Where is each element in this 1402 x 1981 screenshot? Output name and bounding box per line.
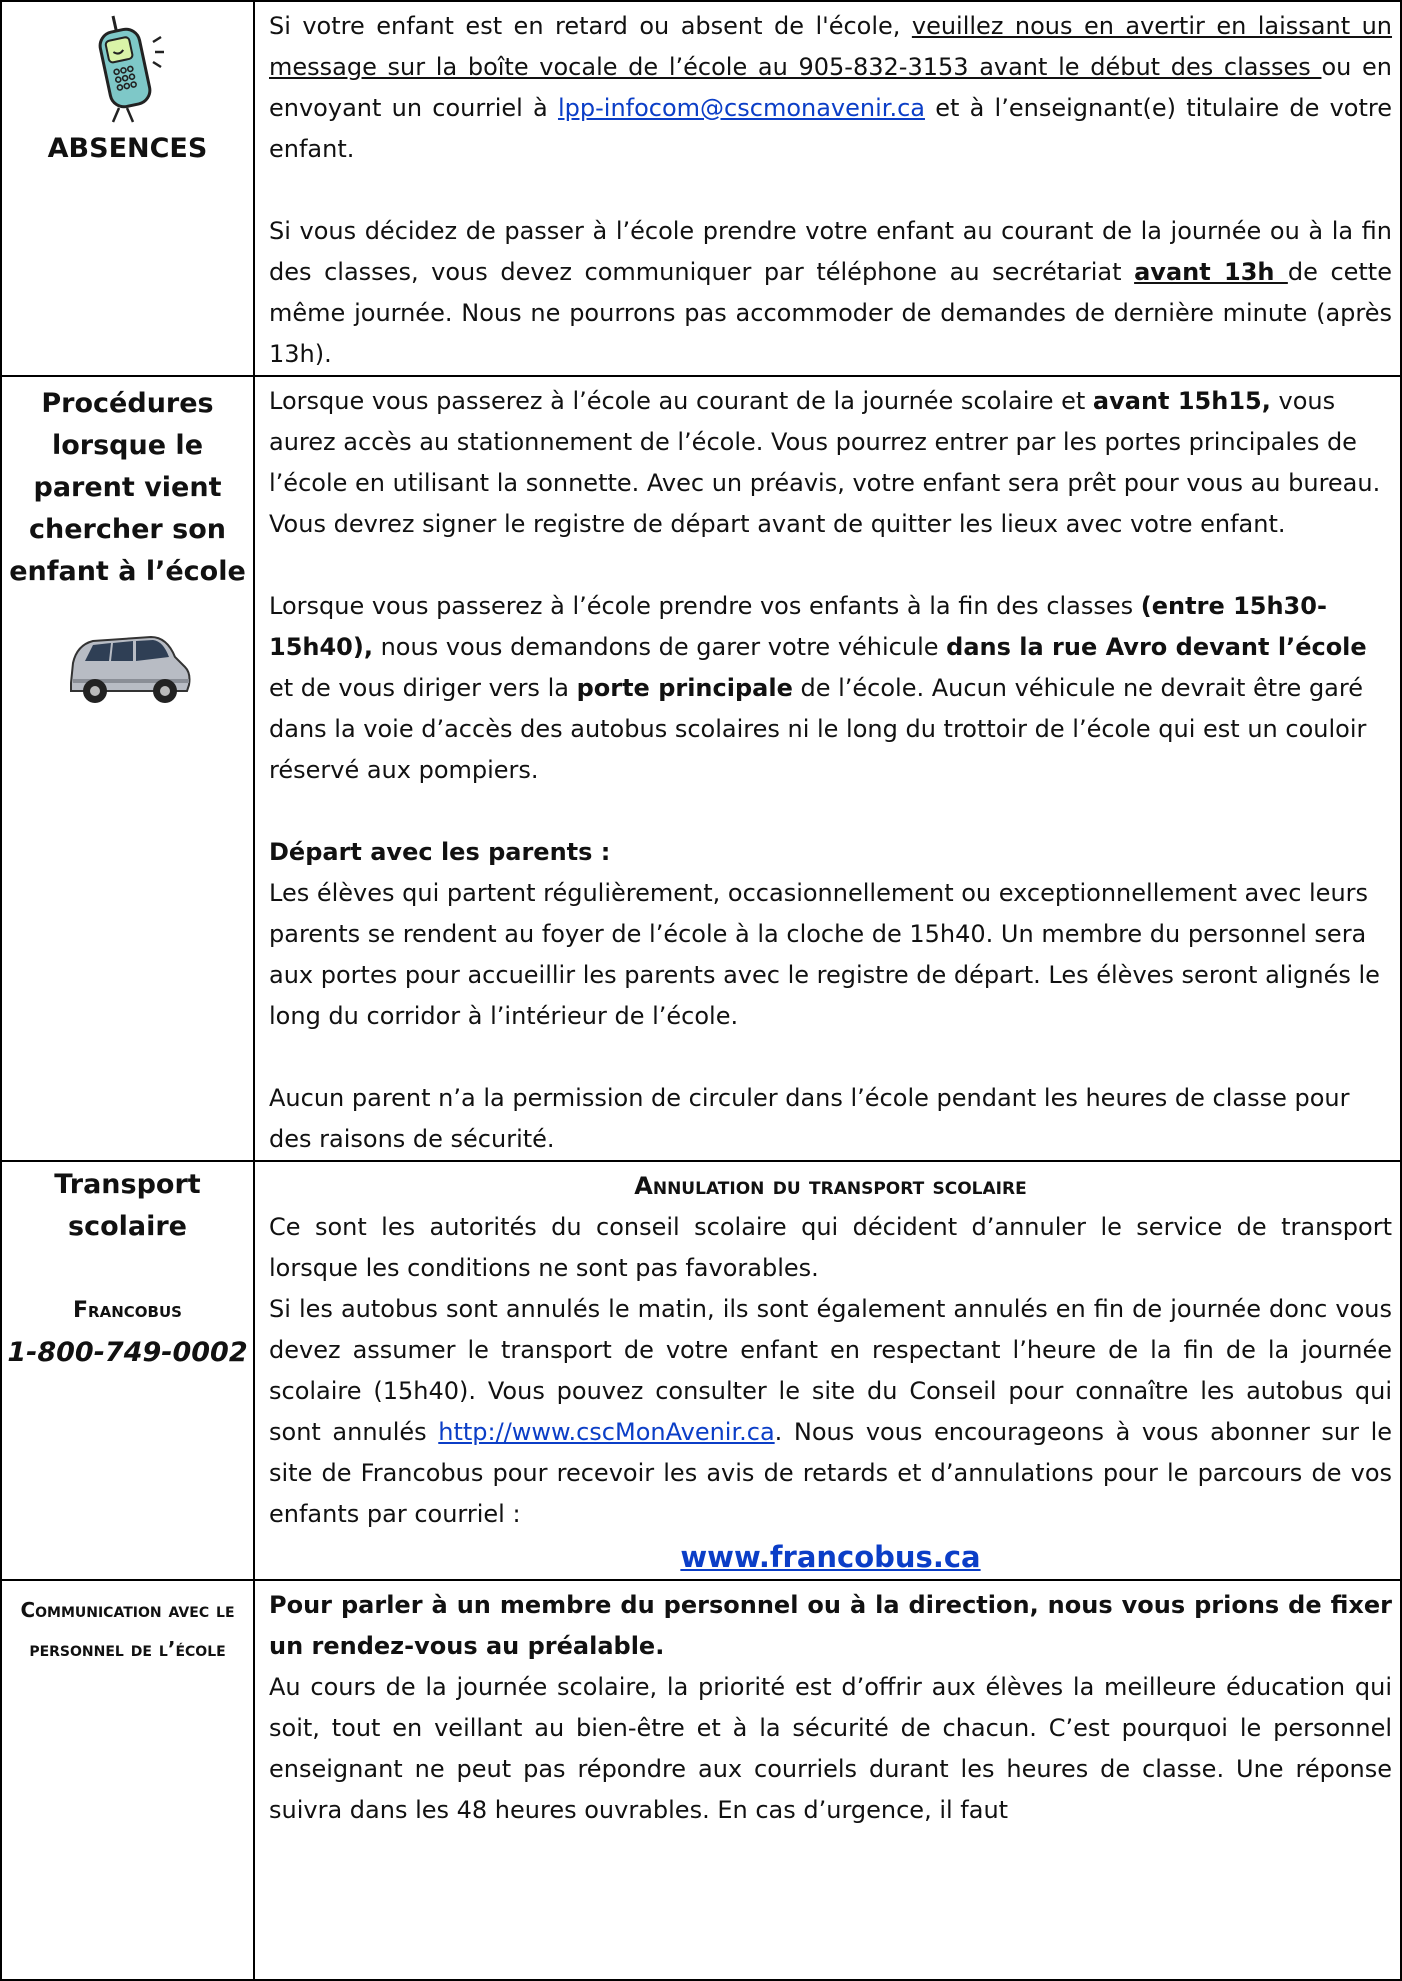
label-communication: Communication avec le personnel de l’école (20, 1598, 235, 1661)
absences-text: Si votre enfant est en retard ou absent de l'école, (269, 12, 912, 40)
spacer (6, 1248, 249, 1290)
communication-paragraph-1 (269, 1585, 1392, 1667)
absences-paragraph-2 (269, 211, 1392, 375)
minivan-icon (63, 623, 193, 713)
content-absences (254, 1, 1401, 376)
transport-text: Si les autobus sont annulés le matin, ils sont également annulés en fin de journée donc vous devez assumer le transport de votre enfant en respectant l’heure de la fin de la journée scolaire (15h40). Vous pouvez consulter le site du Conseil pour connaître les autobus qui sont annulés (269, 1295, 1392, 1446)
communication-paragraph-2: Au cours de la journée scolaire, la priorité est d’offrir aux élèves la meilleure éducation qui soit, tout en veillant au bien-être et à la sécurité de chacun. C’est pourquoi le personnel enseignant ne peut pas répondre aux courriels durant les heures de classe. Une réponse suivra dans les 48 heures ouvrables. En cas d’urgence, il faut (269, 1673, 1392, 1824)
spacer (269, 170, 1392, 211)
email-link[interactable]: lpp-infocom@cscmonavenir.ca (557, 94, 925, 122)
procedures-paragraph-4: Aucun parent n’a la permission de circuler dans l’école pendant les heures de classe pour des raisons de sécurité. (269, 1084, 1350, 1153)
label-company: Francobus (73, 1298, 182, 1323)
procedures-paragraph-1 (269, 381, 1392, 545)
procedures-text: vous aurez accès au stationnement de l’école. Vous pourrez entrer par les portes principales de l’école en utilisant la sonnette. Avec un préavis, votre enfant sera prêt pour vous au bureau. Vous devrez signer le registre de départ avant de quitter les lieux avec votre enfant. (269, 387, 1381, 538)
spacer (269, 545, 1392, 586)
transport-paragraph-2 (269, 1289, 1392, 1535)
procedures-bold-text: (entre 15h30-15h40), (269, 592, 1327, 661)
transport-paragraph-1: Ce sont les autorités du conseil scolaire qui décident d’annuler le service de transport lorsque les conditions ne sont pas favorables. (269, 1213, 1392, 1282)
absences-text: ou en envoyant un courriel à (269, 53, 1392, 122)
procedures-paragraph-2 (269, 586, 1392, 791)
francobus-link[interactable]: www.francobus.ca (680, 1540, 981, 1574)
cellphone-icon (83, 8, 173, 128)
content-procedures (254, 376, 1401, 1161)
depart-heading: Départ avec les parents : (269, 838, 611, 866)
row-procedures (1, 376, 1401, 1161)
label-phone: 1-800-749-0002 (7, 1337, 248, 1368)
transport-heading (269, 1166, 1392, 1207)
communication-bold-text: Pour parler à un membre du personnel ou à la direction, nous vous prions de fixer un rendez-vous au préalable. (269, 1591, 1392, 1660)
label-cell-transport (1, 1161, 254, 1580)
procedures-depart-heading (269, 832, 1392, 873)
procedures-bold-text: dans la rue Avro devant l’école (946, 633, 1367, 661)
conseil-link[interactable]: http://www.cscMonAvenir.ca (438, 1418, 775, 1446)
label-absences: ABSENCES (47, 133, 208, 164)
spacer (269, 791, 1392, 832)
procedures-text: de l’école. Aucun véhicule ne devrait être garé dans la voie d’accès des autobus scolaires ni le long du trottoir de l’école qui est un couloir réservé aux pompiers. (269, 674, 1367, 784)
absences-deadline: avant 13h (1134, 258, 1288, 286)
label-procedures: Procédures lorsque le parent vient chercher son enfant à l’école (9, 388, 246, 587)
procedures-text: et de vous diriger vers la (269, 674, 577, 702)
procedures-text: nous vous demandons de garer votre véhicule (372, 633, 947, 661)
label-cell-absences (1, 1, 254, 376)
procedures-text: Lorsque vous passerez à l’école prendre vos enfants à la fin des classes (269, 592, 1141, 620)
procedures-bold-text: porte principale (576, 674, 793, 702)
transport-text: . Nous vous encourageons à vous abonner sur le site de Francobus pour recevoir les avis de retards et d’annulations pour le parcours de vos enfants par courriel : (269, 1418, 1392, 1528)
procedures-text: Lorsque vous passerez à l’école au courant de la journée scolaire et (269, 387, 1093, 415)
absences-underlined-text: veuillez nous en avertir en laissant un message sur la boîte vocale de l’école au 905-832-3153 avant le début des classes (269, 12, 1393, 81)
absences-text: Si vous décidez de passer à l’école prendre votre enfant au courant de la journée ou à la fin des classes, vous devez communiquer par téléphone au secrétariat (269, 217, 1392, 286)
spacer (269, 1037, 1392, 1078)
procedures-bold-text: avant 15h15, (1092, 387, 1271, 415)
francobus-site (269, 1535, 1392, 1579)
absences-paragraph-1 (269, 6, 1392, 170)
absences-text: de cette même journée. Nous ne pourrons pas accommoder de demandes de dernière minute (après 13h). (269, 258, 1392, 368)
row-transport (1, 1161, 1401, 1580)
absences-text: et à l’enseignant(e) titulaire de votre enfant. (269, 94, 1392, 163)
content-communication (254, 1580, 1401, 1980)
row-communication (1, 1580, 1401, 1980)
content-transport (254, 1161, 1401, 1580)
label-cell-procedures (1, 376, 254, 1161)
label-cell-communication (1, 1580, 254, 1980)
label-transport: Transport scolaire (54, 1169, 201, 1242)
procedures-paragraph-3: Les élèves qui partent régulièrement, occasionnellement ou exceptionnellement avec leurs parents se rendent au foyer de l’école à la cloche de 15h40. Un membre du personnel sera aux portes pour accueillir les parents avec le registre de départ. Les élèves seront alignés le long du corridor à l’intérieur de l’école. (269, 879, 1380, 1030)
row-absences (1, 1, 1401, 376)
transport-heading-text: Annulation du transport scolaire (634, 1172, 1027, 1200)
